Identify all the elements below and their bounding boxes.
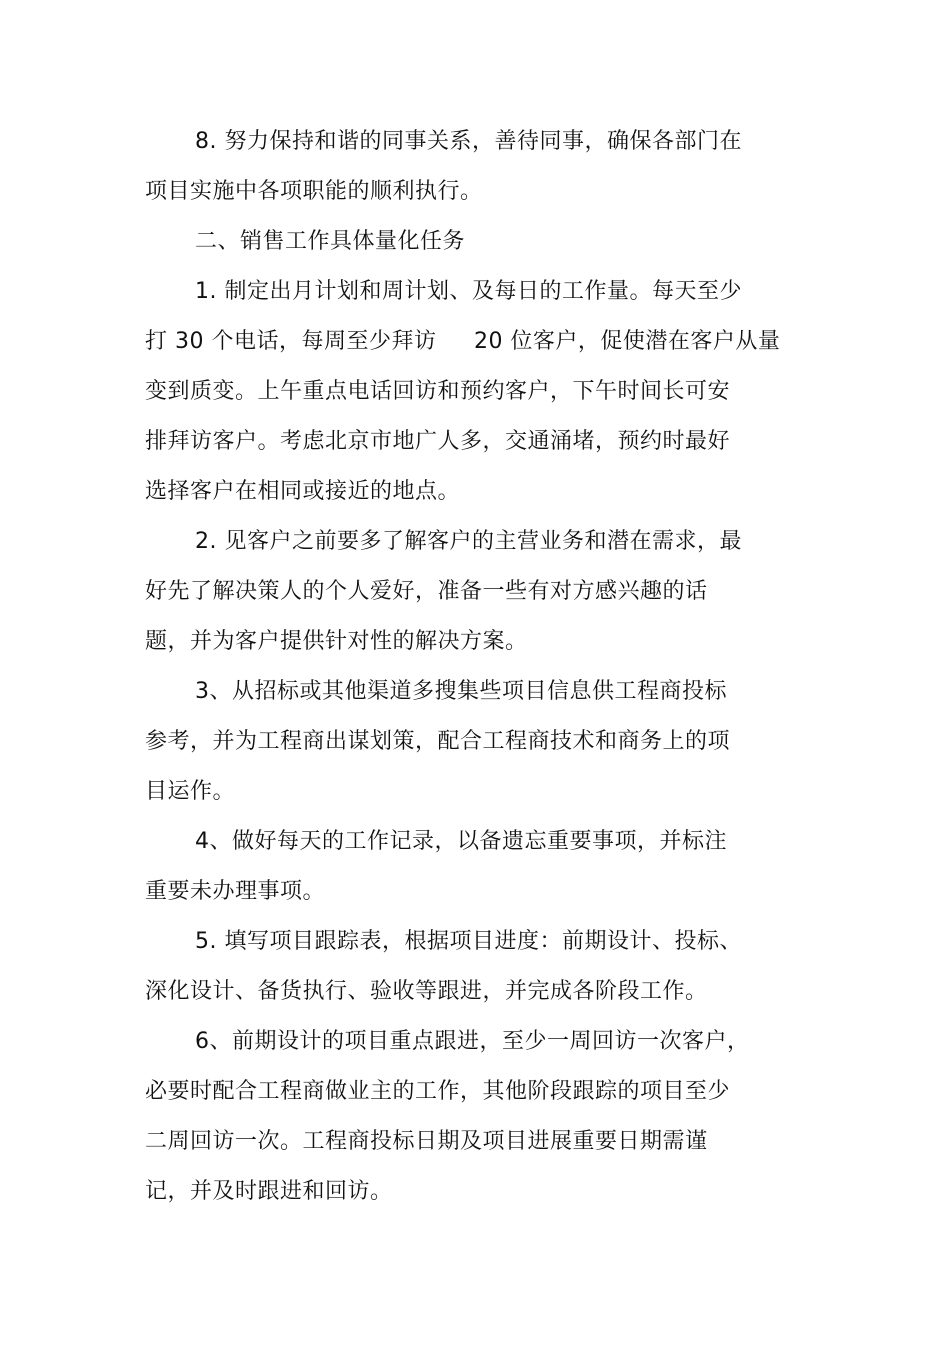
- text-line: 题，并为客户提供针对性的解决方案。: [145, 629, 528, 654]
- text-line: 选择客户在相同或接近的地点。: [145, 479, 461, 504]
- text-line: 排拜访客户。考虑北京市地广人多，交通涌堵，预约时最好: [145, 429, 731, 454]
- text-line: 项目实施中各项职能的顺利执行。: [145, 179, 483, 204]
- text-line: 记，并及时跟进和回访。: [145, 1179, 393, 1204]
- text-line: 变到质变。上午重点电话回访和预约客户，下午时间长可安: [145, 379, 731, 404]
- section-heading: 二、销售工作具体量化任务: [195, 229, 466, 254]
- text-line: 好先了解决策人的个人爱好，准备一些有对方感兴趣的话: [145, 579, 708, 604]
- text-line: 必要时配合工程商做业主的工作，其他阶段跟踪的项目至少: [145, 1079, 731, 1104]
- text-line: 二周回访一次。工程商投标日期及项目进展重要日期需谨: [145, 1129, 708, 1154]
- text-line: 1. 制定出月计划和周计划、及每日的工作量。每天至少: [195, 279, 742, 304]
- text-line: 深化设计、备货执行、验收等跟进，并完成各阶段工作。: [145, 979, 708, 1004]
- text-line: 打 30 个电话，每周至少拜访 20 位客户，促使潜在客户从量: [145, 329, 781, 354]
- text-line: 4、做好每天的工作记录，以备遗忘重要事项，并标注: [195, 829, 727, 854]
- text-line: 6、前期设计的项目重点跟进，至少一周回访一次客户，: [195, 1029, 750, 1054]
- text-line: 参考，并为工程商出谋划策，配合工程商技术和商务上的项: [145, 729, 731, 754]
- text-line: 3、从招标或其他渠道多搜集些项目信息供工程商投标: [195, 679, 727, 704]
- text-line: 8. 努力保持和谐的同事关系，善待同事，确保各部门在: [195, 129, 742, 154]
- text-line: 目运作。: [145, 779, 236, 804]
- text-line: 2. 见客户之前要多了解客户的主营业务和潜在需求，最: [195, 529, 742, 554]
- text-line: 重要未办理事项。: [145, 879, 326, 904]
- text-line: 5. 填写项目跟踪表，根据项目进度：前期设计、投标、: [195, 929, 742, 954]
